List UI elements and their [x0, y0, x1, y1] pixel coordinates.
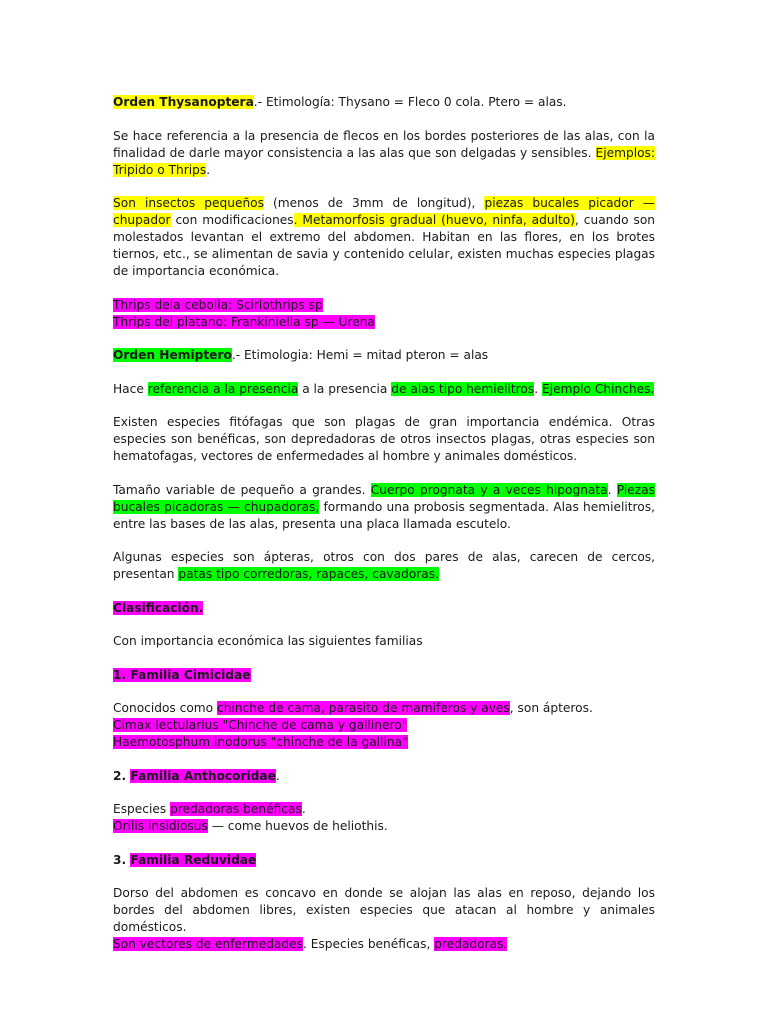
hemiptera-paragraph-1: Hace referencia a la presencia a la presencia de alas tipo hemielitros. Ejemplo Chinches.	[113, 381, 655, 396]
highlight-green: Ejemplo Chinches.	[541, 381, 655, 396]
highlight-magenta: chinche de cama, parasito de mamiferos y aves	[217, 701, 510, 715]
thysanoptera-examples	[113, 297, 655, 331]
thysanoptera-paragraph-2: Son insectos pequeños (menos de 3mm de longitud), piezas bucales picador — chupador con modificaciones. Metamorfosis gradual (huevo, ninfa, adulto), cuando son molestados levantan el extremo del abdomen. Habitan en las flores, en los brotes tiernos, etc., se alimentan de savia y contenido celular, existen muchas especies plagas de importancia económica.	[113, 196, 656, 278]
family-2-heading: 2. Familia Anthocoridae.	[113, 768, 280, 783]
family-3-heading: 3. Familia Reduvidae	[113, 852, 257, 867]
highlight-magenta: Thrips dela cebolla: Scirlothrips sp	[113, 297, 323, 312]
highlight-green: patas tipo corredoras, rapaces, cavadoras.	[178, 567, 440, 581]
thysanoptera-title: Orden Thysanoptera	[113, 95, 254, 109]
highlight-green: de alas tipo hemielitros	[391, 381, 535, 396]
thysanoptera-paragraph-1: Se hace referencia a la presencia de flecos en los bordes posteriores de las alas, con la finalidad de darle mayor consistencia a las alas que son delgadas y sensibles. Ejemplos: Tripido o Thrips.	[113, 128, 655, 177]
highlight-green: referencia a la presencia	[147, 381, 299, 396]
highlight-magenta: Cimax lectularius "Chinche de cama y gallinero"	[113, 718, 408, 732]
highlight-magenta: predadoras.	[434, 937, 508, 951]
highlight-yellow: Son insectos pequeños	[113, 196, 264, 210]
highlight-yellow: . Metamorfosis gradual (huevo, ninfa, adulto)	[293, 213, 575, 227]
highlight-magenta: Thrips del platano: Frankiniella sp — Urena	[113, 314, 375, 329]
highlight-green: Cuerpo prognata y a veces hipognata	[370, 482, 608, 497]
hemiptera-paragraph-2: Existen especies fitófagas que son plagas de gran importancia endémica. Otras especies son benéficas, son depredadoras de otros insectos plagas, otras especies son hematofagas, vectores de enfermedades al hombre y animales domésticos.	[113, 415, 655, 463]
highlight-magenta: 1. Familia Cimicidae	[113, 667, 251, 682]
classification-heading	[113, 600, 655, 617]
highlight-magenta: Familia Reduvidae	[130, 852, 257, 867]
family-1-paragraph: Conocidos como chinche de cama, parasito de mamiferos y aves, son ápteros. Cimax lectularius "Chinche de cama y gallinero" Haemotosphum inodorus "chinche de la gallina"	[113, 701, 593, 749]
hemiptera-title: Orden Hemiptero	[113, 348, 232, 362]
highlight-magenta: Orilis insidiosus	[113, 819, 208, 833]
family-3-paragraph: Dorso del abdomen es concavo en donde se alojan las alas en reposo, dejando los bordes del abdomen libres, existen especies que atacan al hombre y animales domésticos. Son vectores de enfermedades. Especies benéficas, predadoras.	[113, 886, 655, 951]
family-2-paragraph: Especies predadoras benéficas. Orilis insidiosus — come huevos de heliothis.	[113, 802, 388, 833]
highlight-magenta: predadoras benéficas	[170, 802, 302, 816]
hemiptera-heading: Orden Hemiptero.- Etimologia: Hemi = mitad pteron = alas	[113, 348, 489, 362]
highlight-green: Piezas bucales picadoras — chupadoras,	[113, 482, 656, 514]
family-1-heading	[113, 667, 655, 684]
highlight-magenta: Son vectores de enfermedades	[113, 937, 303, 951]
highlight-magenta: Haemotosphum inodorus "chinche de la gallina"	[113, 735, 408, 749]
highlight-yellow: piezas bucales picador — chupador	[113, 196, 655, 227]
classification-intro: Con importancia económica las siguientes familias	[113, 634, 423, 648]
highlight-magenta: Clasificación.	[113, 600, 204, 615]
highlight-magenta: Familia Anthocoridae	[130, 768, 276, 783]
hemiptera-paragraph-4: Algunas especies son ápteras, otros con dos pares de alas, carecen de cercos, presentan patas tipo corredoras, rapaces, cavadoras.	[113, 550, 655, 581]
hemiptera-paragraph-3: Tamaño variable de pequeño a grandes. Cuerpo prognata y a veces hipognata. Piezas bucales picadoras — chupadoras, formando una probosis segmentada. Alas hemielitros, entre las bases de las alas, presenta una placa llamada escutelo.	[113, 482, 656, 531]
highlight-yellow: Ejemplos: Tripido o Thrips	[113, 145, 655, 177]
thysanoptera-heading: Orden Thysanoptera.- Etimología: Thysano = Fleco 0 cola. Ptero = alas.	[113, 95, 567, 109]
